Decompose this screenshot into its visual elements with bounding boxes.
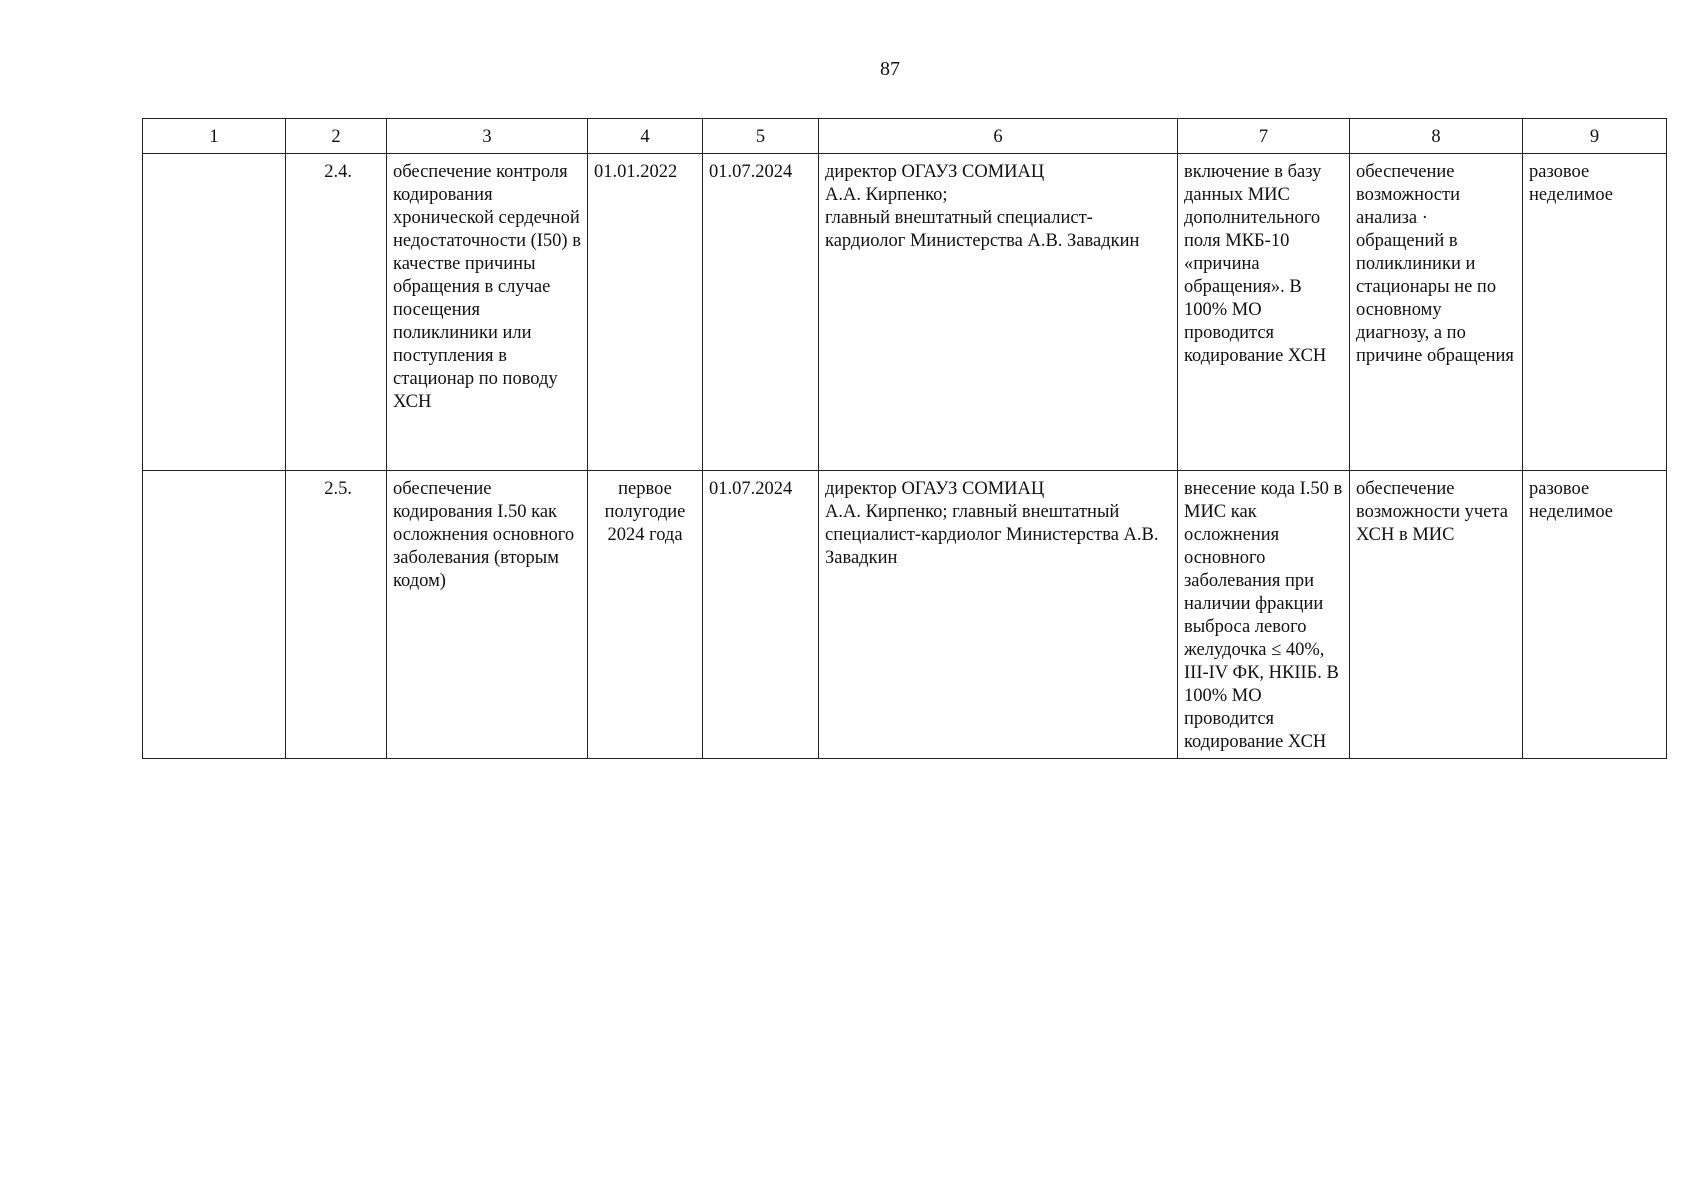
cell-start-date: 01.01.2022 <box>588 154 703 471</box>
cell-effect: обеспечение возможности анализа · обращений в поликлиники и стационары не по основному диагнозу, а по причине обращения <box>1350 154 1523 471</box>
cell-result: включение в базу данных МИС дополнительного поля МКБ-10 «причина обращения». В 100% МО проводится кодирование ХСН <box>1178 154 1350 471</box>
cell-col1 <box>143 471 286 759</box>
cell-task: обеспечение контроля кодирования хронической сердечной недостаточности (I50) в качестве причины обращения в случае посещения поликлиники или поступления в стационар по поводу ХСН <box>387 154 588 471</box>
cell-item-number: 2.5. <box>286 471 387 759</box>
cell-type: разовое неделимое <box>1523 471 1667 759</box>
column-header: 4 <box>588 119 703 154</box>
cell-end-date: 01.07.2024 <box>703 471 819 759</box>
cell-result: внесение кода I.50 в МИС как осложнения основного заболевания при наличии фракции выброса левого желудочка ≤ 40%, III-IV ФК, НКIIБ. В 100% МО проводится кодирование ХСН <box>1178 471 1350 759</box>
column-header: 2 <box>286 119 387 154</box>
responsible-line: главный внештатный специалист-кардиолог Министерства А.В. Завадкин <box>825 208 1140 251</box>
column-header: 1 <box>143 119 286 154</box>
responsible-line: А.А. Кирпенко; <box>825 185 948 205</box>
table-row <box>143 154 1667 471</box>
cell-col1 <box>143 154 286 471</box>
cell-item-number: 2.4. <box>286 154 387 471</box>
plan-table <box>142 118 1667 759</box>
table-row <box>143 471 1667 759</box>
column-header: 5 <box>703 119 819 154</box>
responsible-line: А.А. Кирпенко; главный внештатный специалист-кардиолог Министерства А.В. Завадкин <box>825 502 1159 568</box>
header-row <box>143 119 1667 154</box>
cell-responsible <box>819 471 1178 759</box>
column-header: 3 <box>387 119 588 154</box>
responsible-line: директор ОГАУЗ СОМИАЦ <box>825 479 1045 499</box>
column-header: 8 <box>1350 119 1523 154</box>
cell-responsible <box>819 154 1178 471</box>
page-number: 87 <box>880 58 900 80</box>
column-header: 6 <box>819 119 1178 154</box>
column-header: 9 <box>1523 119 1667 154</box>
cell-end-date: 01.07.2024 <box>703 154 819 471</box>
responsible-line: директор ОГАУЗ СОМИАЦ <box>825 162 1045 182</box>
cell-task: обеспечение кодирования I.50 как осложнения основного заболевания (вторым кодом) <box>387 471 588 759</box>
cell-start-date: первое полугодие 2024 года <box>588 471 703 759</box>
cell-type: разовое неделимое <box>1523 154 1667 471</box>
cell-effect: обеспечение возможности учета ХСН в МИС <box>1350 471 1523 759</box>
column-header: 7 <box>1178 119 1350 154</box>
